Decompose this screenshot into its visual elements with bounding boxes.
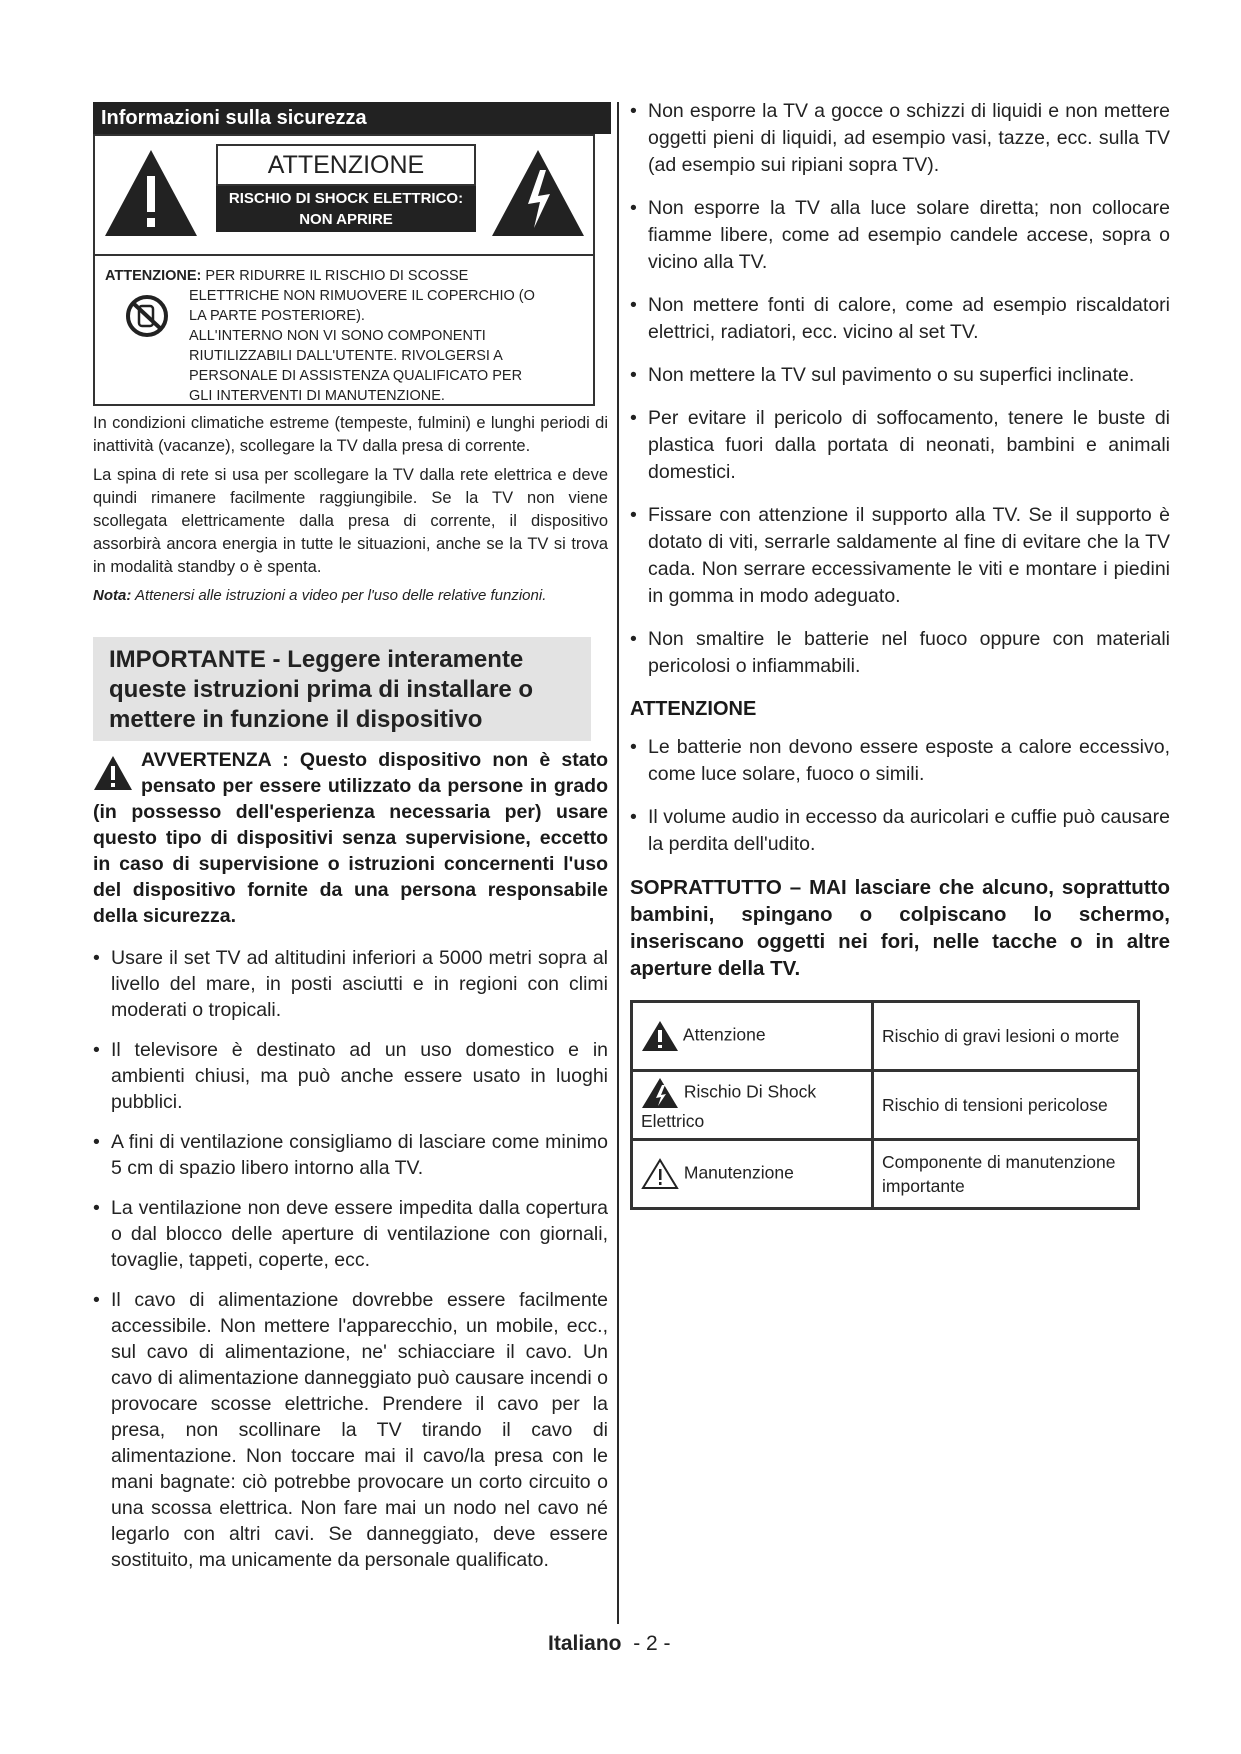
important-heading: IMPORTANTE - Leggere interamente queste istruzioni prima di installare o mettere in funzione il dispositivo xyxy=(93,637,591,741)
list-item: • La ventilazione non deve essere impedita dalla copertura o dal blocco delle aperture di ventilazione con giornali, tovaglie, tappeti, coperte, ecc. xyxy=(93,1197,608,1271)
warning-text: AVVERTENZA : Questo dispositivo non è stato pensato per essere utilizzato da persone in grado (in possesso dell'esperienza necessaria per) usare questo tipo di dispositivi senza supervisione, eccetto in caso di supervisione o istruzioni concernenti l'uso del dispositivo fornite da una persona responsabile della sicurezza. xyxy=(93,749,608,927)
shock-warning xyxy=(216,186,476,232)
meaning-cell: Componente di manutenzione importante xyxy=(873,1140,1139,1209)
safety-heading: Informazioni sulla sicurezza xyxy=(93,102,611,134)
footer-language: Italiano xyxy=(548,1632,622,1655)
paragraph-plug: La spina di rete si usa per scollegare la TV dalla rete elettrica e deve quindi rimanere facilmente raggiungibile. Se la TV non viene scollegata elettricamente dalla presa di corrente, il dispositivo assorbirà ancora energia in tutte le situazioni, anche se la TV si trova in modalità standby o è spenta. xyxy=(93,466,608,576)
safety-warning-box xyxy=(93,134,595,406)
table-row xyxy=(632,1071,1139,1140)
page-footer xyxy=(548,1632,671,1656)
warning-triangle-icon xyxy=(641,1020,679,1052)
list-item: • Non esporre la TV alla luce solare diretta; non collocare fiamme libere, come ad esempio candele accese, sopra o vicino alla TV. xyxy=(630,197,1170,273)
left-bullet-list xyxy=(93,945,608,1573)
table-row xyxy=(632,1140,1139,1209)
left-column xyxy=(93,102,608,1587)
note-text: Attenersi alle istruzioni a video per l'uso delle relative funzioni. xyxy=(134,587,547,604)
column-divider xyxy=(617,102,619,1624)
paragraph-climate: In condizioni climatiche estreme (tempeste, fulmini) e lunghi periodi di inattività (vacanze), scollegare la TV dalla presa di corrente. xyxy=(93,414,608,455)
lightning-triangle-icon xyxy=(490,148,586,238)
attention-title: ATTENZIONE xyxy=(216,144,476,186)
shock-line-1: RISCHIO DI SHOCK ELETTRICO: xyxy=(228,190,464,207)
list-item: • Usare il set TV ad altitudini inferiori a 5000 metri sopra al livello del mare, in posti asciutti e in regioni con climi moderati o tropicali. xyxy=(93,947,608,1021)
note xyxy=(93,585,608,607)
list-item: • Non esporre la TV a gocce o schizzi di liquidi e non mettere oggetti pieni di liquidi, ad esempio vasi, tazze, ecc. sulla TV (ad esempio sui ripiani sopra TV). xyxy=(630,100,1170,176)
attention-heading: ATTENZIONE xyxy=(630,698,757,720)
warning-triangle-icon xyxy=(93,755,133,791)
caution-line: PER RIDURRE IL RISCHIO DI SCOSSE xyxy=(205,268,469,284)
list-item: • Non mettere fonti di calore, come ad esempio riscaldatori elettrici, radiatori, ecc. vicino al set TV. xyxy=(630,294,1170,343)
list-item: • A fini di ventilazione consigliamo di lasciare come minimo 5 cm di spazio libero intorno alla TV. xyxy=(93,1131,608,1179)
list-item: • Le batterie non devono essere esposte a calore eccessivo, come luce solare, fuoco o simili. xyxy=(630,736,1170,785)
symbol-cell xyxy=(632,1140,873,1209)
list-item: • Per evitare il pericolo di soffocamento, tenere le buste di plastica fuori dalla portata di neonati, bambini e animali domestici. xyxy=(630,407,1170,483)
note-label: Nota: xyxy=(93,587,132,604)
symbol-cell xyxy=(632,1002,873,1071)
symbol-label: Attenzione xyxy=(682,1024,766,1045)
caution-line: LA PARTE POSTERIORE). xyxy=(189,308,365,324)
table-row xyxy=(632,1002,1139,1071)
shock-line-2: NON APRIRE xyxy=(299,211,393,228)
caution-label: ATTENZIONE: xyxy=(105,268,202,284)
caution-line: ELETTRICHE NON RIMUOVERE IL COPERCHIO (O xyxy=(189,288,535,304)
caution-line: ALL'INTERNO NON VI SONO COMPONENTI xyxy=(189,328,486,344)
symbol-table xyxy=(630,1000,1140,1210)
page-number: - 2 - xyxy=(633,1632,671,1655)
warning-triangle-icon xyxy=(103,148,199,238)
list-item: • Il televisore è destinato ad un uso domestico e in ambienti chiusi, ma può anche essere usato in luoghi pubblici. xyxy=(93,1039,608,1113)
list-item: • Non mettere la TV sul pavimento o su superfici inclinate. xyxy=(630,364,1135,386)
meaning-cell: Rischio di gravi lesioni o morte xyxy=(873,1002,1139,1071)
list-item: • Fissare con attenzione il supporto alla TV. Se il supporto è dotato di viti, serrarle saldamente al fine di evitare che la TV cada. Non serrare eccessivamente le viti e montare i piedini in gomma in modo adeguato. xyxy=(630,504,1170,607)
lightning-triangle-icon xyxy=(641,1077,679,1109)
list-item: • Non smaltire le batterie nel fuoco oppure con materiali pericolosi o infiammabili. xyxy=(630,628,1170,677)
caution-text xyxy=(105,266,585,406)
caution-line: PERSONALE DI ASSISTENZA QUALIFICATO PER xyxy=(189,368,523,384)
symbol-label: Rischio Di Shock Elettrico xyxy=(641,1081,817,1131)
list-item: • Il volume audio in eccesso da auricolari e cuffie può causare la perdita dell'udito. xyxy=(630,806,1170,855)
warning-paragraph xyxy=(93,747,608,929)
right-column xyxy=(630,98,1170,1210)
caution-line: RIUTILIZZABILI DALL'UTENTE. RIVOLGERSI A xyxy=(189,348,503,364)
meaning-cell: Rischio di tensioni pericolose xyxy=(873,1071,1139,1140)
above-all-warning: SOPRATTUTTO – MAI lasciare che alcuno, soprattutto bambini, spingano o colpiscano lo schermo, inseriscano oggetti nei fori, nelle tacche o in altre aperture della TV. xyxy=(630,876,1170,980)
warning-row xyxy=(95,136,593,256)
caution-line: GLI INTERVENTI DI MANUTENZIONE. xyxy=(189,388,445,404)
symbol-cell xyxy=(632,1071,873,1140)
list-item: • Il cavo di alimentazione dovrebbe essere facilmente accessibile. Non mettere l'apparecchio, un mobile, ecc., sul cavo di alimentazione, ne' schiacciare il cavo. Un cavo di alimentazione danneggiato può causare incendi o provocare scosse elettriche. Prendere il cavo per la presa, non scollinare la TV tirando il cavo di alimentazione. Non toccare mai il cavo/la presa con le mani bagnate: ciò potrebbe provocare un corto circuito o una scossa elettrica. Non fare mai un nodo nel cavo né legarlo con altri cavi. Se danneggiato, deve essere sostituito, ma unicamente da personale qualificato. xyxy=(93,1289,608,1571)
caution-outline-icon xyxy=(641,1158,679,1190)
symbol-label: Manutenzione xyxy=(683,1162,794,1183)
